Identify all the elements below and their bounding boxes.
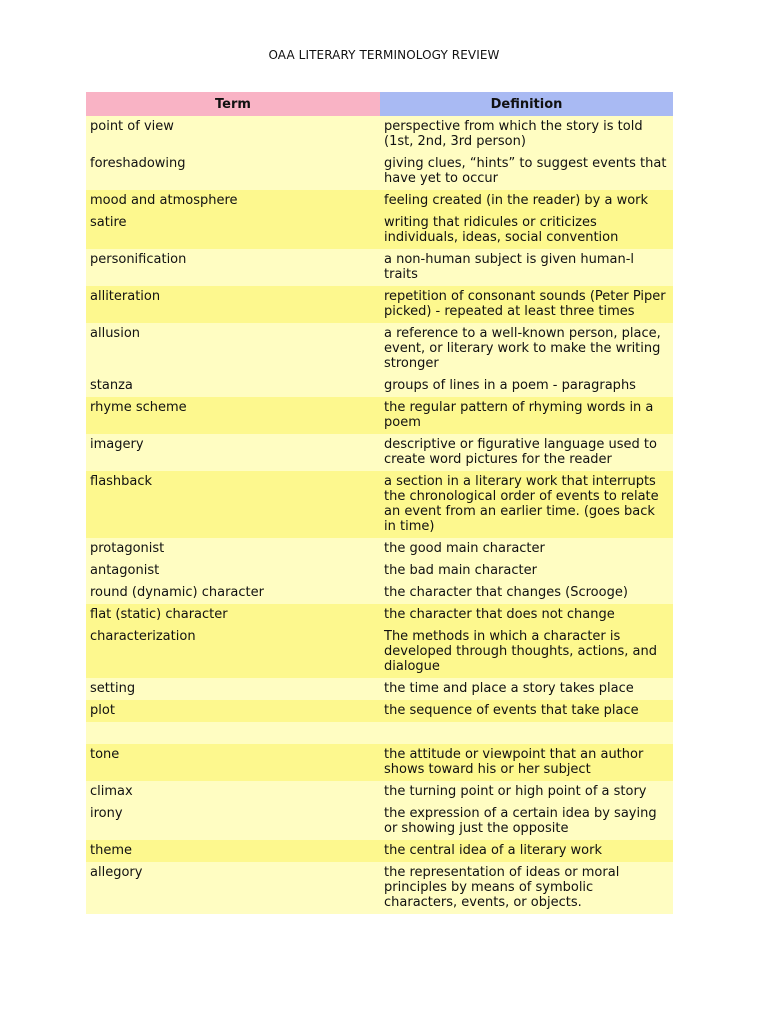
definition-cell: the bad main character [380,560,673,582]
table-row [86,397,673,434]
term-cell: imagery [86,434,380,471]
definition-cell: the expression of a certain idea by saying or showing just the opposite [380,803,673,840]
definition-cell: a section in a literary work that interrupts the chronological order of events to relate an event from an earlier time. (goes back in time) [380,471,673,538]
term-cell: climax [86,781,380,803]
table-row [86,604,673,626]
definition-cell: the representation of ideas or moral principles by means of symbolic characters, events, or objects. [380,862,673,914]
definition-cell: the sequence of events that take place [380,700,673,722]
definition-cell: groups of lines in a poem - paragraphs [380,375,673,397]
term-cell: flashback [86,471,380,538]
table-row [86,803,673,840]
definition-cell: writing that ridicules or criticizes individuals, ideas, social convention [380,212,673,249]
table-row [86,678,673,700]
term-cell: flat (static) character [86,604,380,626]
term-cell: allegory [86,862,380,914]
table-row [86,153,673,190]
table-row [86,781,673,803]
table-row [86,434,673,471]
table-row [86,249,673,286]
term-cell [86,722,380,744]
table-row [86,116,673,153]
table-row [86,744,673,781]
table-row [86,471,673,538]
definition-cell: the turning point or high point of a story [380,781,673,803]
term-column-header: Term [86,92,380,116]
definition-cell: repetition of consonant sounds (Peter Piper picked) - repeated at least three times [380,286,673,323]
term-cell: setting [86,678,380,700]
table-row-empty [86,722,673,744]
term-cell: antagonist [86,560,380,582]
definition-column-header: Definition [380,92,673,116]
definition-cell: giving clues, “hints” to suggest events that have yet to occur [380,153,673,190]
definition-cell [380,722,673,744]
definition-cell: a reference to a well-known person, place, event, or literary work to make the writing stronger [380,323,673,375]
term-cell: rhyme scheme [86,397,380,434]
definition-cell: the time and place a story takes place [380,678,673,700]
page-title: OAA LITERARY TERMINOLOGY REVIEW [268,48,500,62]
term-cell: characterization [86,626,380,678]
definition-cell: The methods in which a character is developed through thoughts, actions, and dialogue [380,626,673,678]
terminology-table [86,92,673,914]
definition-cell: the central idea of a literary work [380,840,673,862]
table-row [86,323,673,375]
definition-cell: feeling created (in the reader) by a work [380,190,673,212]
table-row [86,375,673,397]
term-cell: round (dynamic) character [86,582,380,604]
table-row [86,626,673,678]
table-row [86,862,673,914]
definition-cell: the good main character [380,538,673,560]
term-cell: tone [86,744,380,781]
term-cell: personification [86,249,380,286]
definition-cell: the character that changes (Scrooge) [380,582,673,604]
definition-cell: the regular pattern of rhyming words in a poem [380,397,673,434]
definition-cell: the character that does not change [380,604,673,626]
table-header-row [86,92,673,116]
definition-cell: a non-human subject is given human-l traits [380,249,673,286]
term-cell: foreshadowing [86,153,380,190]
term-cell: plot [86,700,380,722]
term-cell: protagonist [86,538,380,560]
term-cell: satire [86,212,380,249]
term-cell: mood and atmosphere [86,190,380,212]
term-cell: allusion [86,323,380,375]
term-cell: irony [86,803,380,840]
term-cell: point of view [86,116,380,153]
term-cell: stanza [86,375,380,397]
term-cell: theme [86,840,380,862]
definition-cell: the attitude or viewpoint that an author shows toward his or her subject [380,744,673,781]
table-row [86,190,673,212]
table-row [86,538,673,560]
definition-cell: descriptive or figurative language used to create word pictures for the reader [380,434,673,471]
table-row [86,840,673,862]
table-row [86,582,673,604]
table-row [86,212,673,249]
term-cell: alliteration [86,286,380,323]
table-row [86,560,673,582]
definition-cell: perspective from which the story is told (1st, 2nd, 3rd person) [380,116,673,153]
table-row [86,700,673,722]
table-row [86,286,673,323]
